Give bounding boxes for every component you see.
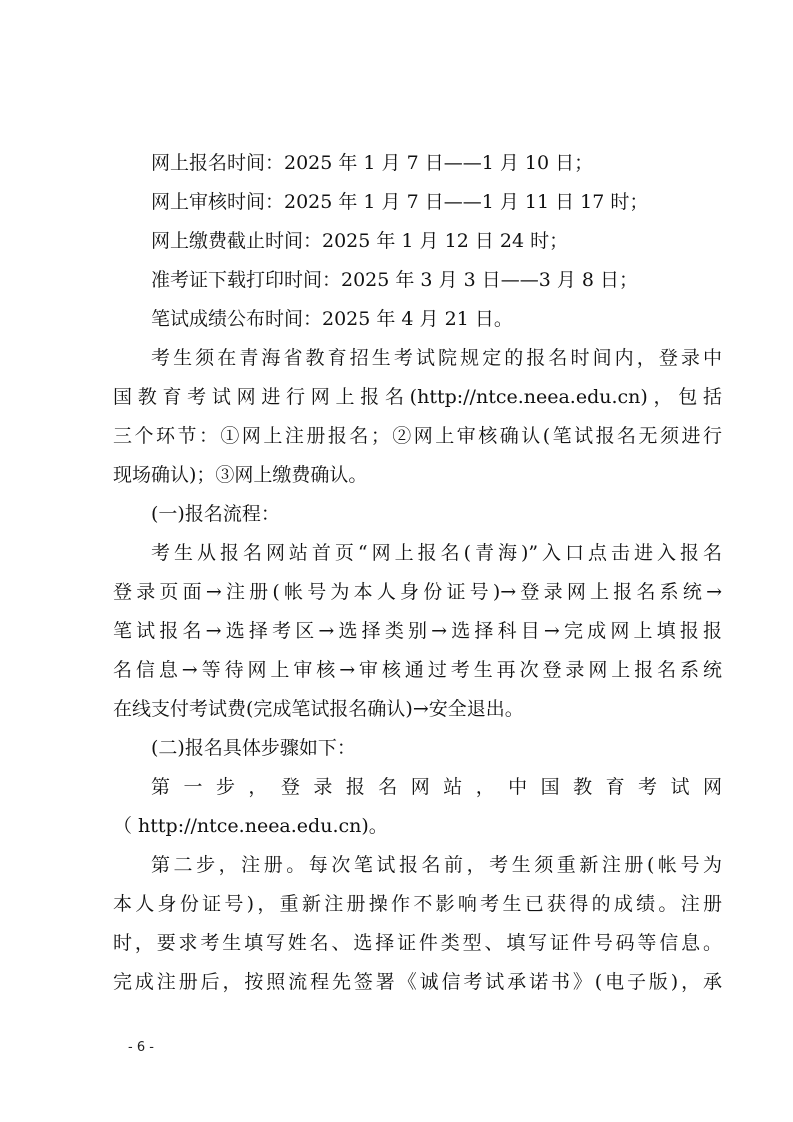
intro-paragraph-line-4: 现场确认)；③网上缴费确认。 (113, 464, 368, 486)
step2-line-2: 本人身份证号)，重新注册操作不影响考生已获得的成绩。注册 (113, 893, 722, 915)
section1-body-line-1: 考生从报名网站首页“网上报名(青海)”入口点击进入报名 (151, 542, 722, 564)
section1-heading: (一)报名流程： (151, 503, 280, 525)
section1-body-line-2: 登录页面→注册(帐号为本人身份证号)→登录网上报名系统→ (113, 581, 722, 603)
step1-line-2: （ http://ntce.neea.edu.cn)。 (113, 815, 388, 837)
section1-body-line-5: 在线支付考试费(完成笔试报名确认)→安全退出。 (113, 698, 524, 720)
schedule-line-review: 网上审核时间：2025 年 1 月 7 日——1 月 11 日 17 时； (151, 191, 649, 213)
intro-paragraph-line-3: 三个环节：①网上注册报名；②网上审核确认(笔试报名无须进行 (113, 425, 722, 447)
step2-line-3: 时，要求考生填写姓名、选择证件类型、填写证件号码等信息。 (113, 932, 722, 954)
step1-line-1: 第 一 步 ， 登 录 报 名 网 站 ， 中 国 教 育 考 试 网 (151, 776, 722, 798)
section1-body-line-3: 笔试报名→选择考区→选择类别→选择科目→完成网上填报报 (113, 620, 722, 642)
intro-paragraph-line-2: 国教育考试网进行网上报名(http://ntce.neea.edu.cn)，包括 (113, 386, 722, 408)
intro-paragraph-line-1: 考生须在青海省教育招生考试院规定的报名时间内，登录中 (151, 347, 722, 369)
schedule-line-registration: 网上报名时间：2025 年 1 月 7 日——1 月 10 日； (151, 152, 594, 174)
step2-line-4: 完成注册后，按照流程先签署《诚信考试承诺书》(电子版)，承 (113, 971, 722, 993)
schedule-line-admission-ticket: 准考证下载打印时间：2025 年 3 月 3 日——3 月 8 日； (151, 269, 639, 291)
page-number: - 6 - (128, 1040, 154, 1055)
schedule-line-results: 笔试成绩公布时间：2025 年 4 月 21 日。 (151, 308, 513, 330)
section1-body-line-4: 名信息→等待网上审核→审核通过考生再次登录网上报名系统 (113, 659, 722, 681)
step2-line-1: 第二步，注册。每次笔试报名前，考生须重新注册(帐号为 (151, 854, 722, 876)
section2-heading: (二)报名具体步骤如下： (151, 737, 356, 759)
schedule-line-payment-deadline: 网上缴费截止时间：2025 年 1 月 12 日 24 时； (151, 230, 569, 252)
